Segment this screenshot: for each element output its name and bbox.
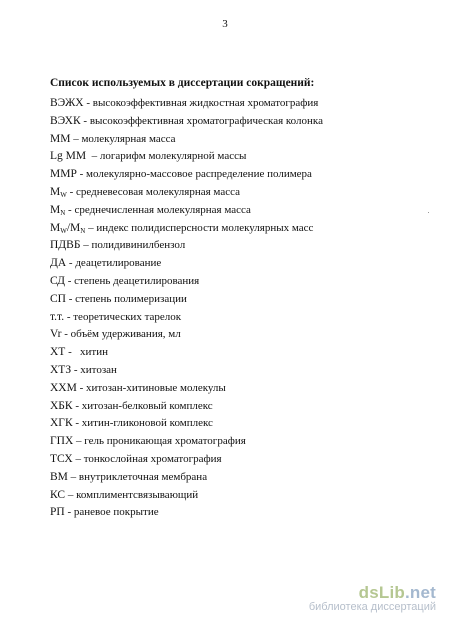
abbreviation-separator: - <box>64 506 74 519</box>
abbreviation-definition: хитин-гликоновой комплекс <box>81 417 213 430</box>
term-text: СП <box>50 292 66 305</box>
abbreviation-definition: комплиментсвязывающий <box>76 488 199 501</box>
abbreviation-definition: молекулярно-массовое распределение полимера <box>86 168 312 181</box>
abbreviation-term <box>50 489 65 501</box>
abbreviation-row <box>50 184 410 202</box>
term-text: ХГК <box>50 417 73 430</box>
abbreviation-definition: индекс полидисперсности молекулярных масс <box>96 221 314 234</box>
abbreviation-row <box>50 273 410 291</box>
abbreviation-separator: - <box>65 203 75 216</box>
watermark-logo-tld: .net <box>404 583 436 602</box>
abbreviation-definition: теоретических тарелок <box>73 310 182 323</box>
abbreviation-term <box>50 239 80 251</box>
abbreviation-definition: хитозан-хитиновые молекулы <box>86 381 226 394</box>
abbreviation-term <box>50 453 73 465</box>
abbreviation-row <box>50 487 410 505</box>
abbreviation-separator: - <box>72 399 82 412</box>
abbreviation-term <box>50 506 65 518</box>
abbreviation-separator: – <box>72 452 84 465</box>
abbreviation-separator: - <box>66 185 77 198</box>
watermark-logo <box>309 583 436 603</box>
abbreviation-definition: высокоэффективная хроматографическая колонка <box>89 114 323 127</box>
abbreviation-term <box>50 150 86 162</box>
abbreviation-definition: логарифм молекулярной массы <box>99 150 247 163</box>
abbreviation-row <box>50 504 410 522</box>
abbreviation-definition: высокоэффективная жидкостная хроматография <box>92 97 319 109</box>
term-text: СД <box>50 274 65 287</box>
abbreviation-row <box>50 255 410 273</box>
abbreviation-row <box>50 451 410 469</box>
abbreviation-term <box>50 471 68 483</box>
abbreviation-row <box>50 113 410 131</box>
abbreviation-separator: - <box>71 363 81 376</box>
abbreviation-definition: хитозан-белковый комплекс <box>81 399 213 412</box>
abbreviation-row <box>50 380 410 398</box>
term-text: M <box>50 221 61 234</box>
abbreviation-separator: - <box>65 292 76 305</box>
abbreviation-term <box>50 364 71 376</box>
term-text: ДА <box>50 257 67 270</box>
abbreviation-term <box>50 400 73 412</box>
watermark <box>309 583 436 613</box>
abbreviation-definition: гель проникающая хроматография <box>84 435 246 448</box>
abbreviation-definition: средневесовая молекулярная масса <box>76 185 240 198</box>
abbreviation-definition: деацетилирование <box>75 257 162 270</box>
term-text: ХХМ <box>50 381 77 394</box>
abbreviation-row <box>50 309 410 327</box>
term-subscript: N <box>80 226 86 235</box>
abbreviation-row <box>50 148 410 166</box>
abbreviation-row <box>50 291 410 309</box>
term-subscript: W <box>60 226 67 235</box>
abbreviation-separator: – <box>65 488 77 501</box>
abbreviation-separator: – <box>70 132 82 145</box>
term-subscript: W <box>60 190 67 199</box>
abbreviation-row <box>50 166 410 184</box>
term-text: ХБК <box>50 399 73 412</box>
abbreviation-separator: – <box>86 150 100 163</box>
abbreviation-definition: тонкослойная хроматография <box>83 452 222 465</box>
abbreviation-separator: – <box>80 239 92 252</box>
abbreviation-term <box>50 186 67 198</box>
term-text: РП <box>50 506 65 519</box>
abbreviation-row <box>50 95 410 113</box>
abbreviation-term <box>50 311 64 323</box>
abbreviation-definition: среднечисленная молекулярная масса <box>74 203 251 216</box>
abbreviation-row <box>50 344 410 362</box>
term-text: Vr <box>50 328 62 341</box>
term-text: ГПХ <box>50 435 74 448</box>
abbreviation-separator: - <box>80 114 90 127</box>
term-text: Lg ММ <box>50 150 87 163</box>
abbreviation-term <box>50 133 70 145</box>
abbreviation-row <box>50 220 410 238</box>
abbreviation-term <box>50 417 73 429</box>
abbreviations-heading: Список используемых в диссертации сокращений: <box>50 77 315 89</box>
abbreviation-term <box>50 382 77 394</box>
abbreviation-term <box>50 275 65 287</box>
term-text: ПДВБ <box>50 239 81 252</box>
abbreviation-definition: молекулярная масса <box>81 132 176 145</box>
abbreviation-separator: - <box>72 417 82 430</box>
abbreviation-separator: – <box>67 470 79 483</box>
abbreviation-term <box>50 257 66 269</box>
abbreviations-list <box>50 95 410 522</box>
abbreviation-row <box>50 237 410 255</box>
abbreviation-term <box>50 97 84 109</box>
abbreviation-separator: - <box>64 274 75 287</box>
abbreviation-definition: внутриклеточная мембрана <box>78 470 208 483</box>
abbreviation-separator: - <box>66 257 76 270</box>
term-text: ММ <box>50 132 71 145</box>
abbreviation-definition: степень деацетилирования <box>74 274 200 287</box>
page-number: 3 <box>222 18 228 30</box>
watermark-subtitle: библиотека диссертаций <box>308 601 436 613</box>
abbreviation-row <box>50 131 410 149</box>
abbreviation-row <box>50 433 410 451</box>
term-text: ВЭХК <box>50 114 81 127</box>
term-text: ХТ <box>50 346 66 359</box>
term-text: ММР <box>50 168 77 181</box>
term-text: ВЭЖХ <box>50 97 84 109</box>
term-text: ТСХ <box>50 452 73 465</box>
abbreviation-separator: - <box>76 381 87 394</box>
abbreviation-separator: - <box>76 168 87 181</box>
term-text: КС <box>50 488 66 501</box>
abbreviation-definition: полидивинилбензол <box>91 239 186 252</box>
term-subscript: N <box>60 208 66 217</box>
watermark-logo-main: dsLib <box>358 583 405 602</box>
abbreviation-definition: степень полимеризации <box>75 292 187 305</box>
abbreviation-row <box>50 202 410 220</box>
abbreviation-term <box>50 204 65 216</box>
abbreviation-definition: раневое покрытие <box>73 506 159 519</box>
abbreviation-term <box>50 328 61 340</box>
term-text: т.т. <box>50 310 65 323</box>
abbreviation-row <box>50 326 410 344</box>
abbreviation-row <box>50 362 410 380</box>
term-text: M <box>50 203 61 216</box>
abbreviation-separator: - <box>64 310 74 323</box>
abbreviation-separator: – <box>73 435 85 448</box>
term-text: /M <box>66 221 81 234</box>
abbreviation-row <box>50 398 410 416</box>
abbreviation-separator: - <box>83 97 93 109</box>
abbreviation-row <box>50 469 410 487</box>
abbreviation-separator: - <box>61 328 71 341</box>
abbreviation-separator: – <box>85 221 97 234</box>
abbreviation-row <box>50 415 410 433</box>
term-text: ВМ <box>50 470 68 483</box>
abbreviation-definition: хитин <box>80 346 108 359</box>
abbreviation-term <box>50 293 66 305</box>
abbreviation-separator: - <box>65 346 81 359</box>
term-text: ХТЗ <box>50 363 72 376</box>
abbreviation-term <box>50 115 81 127</box>
term-text: M <box>50 185 61 198</box>
abbreviation-term <box>50 168 77 180</box>
document-body <box>50 76 410 522</box>
abbreviation-term <box>50 435 73 447</box>
abbreviation-term <box>50 222 85 234</box>
scan-speck <box>428 212 429 213</box>
abbreviation-definition: объём удерживания, мл <box>70 328 181 341</box>
abbreviation-term <box>50 346 65 358</box>
abbreviation-definition: хитозан <box>80 363 117 376</box>
